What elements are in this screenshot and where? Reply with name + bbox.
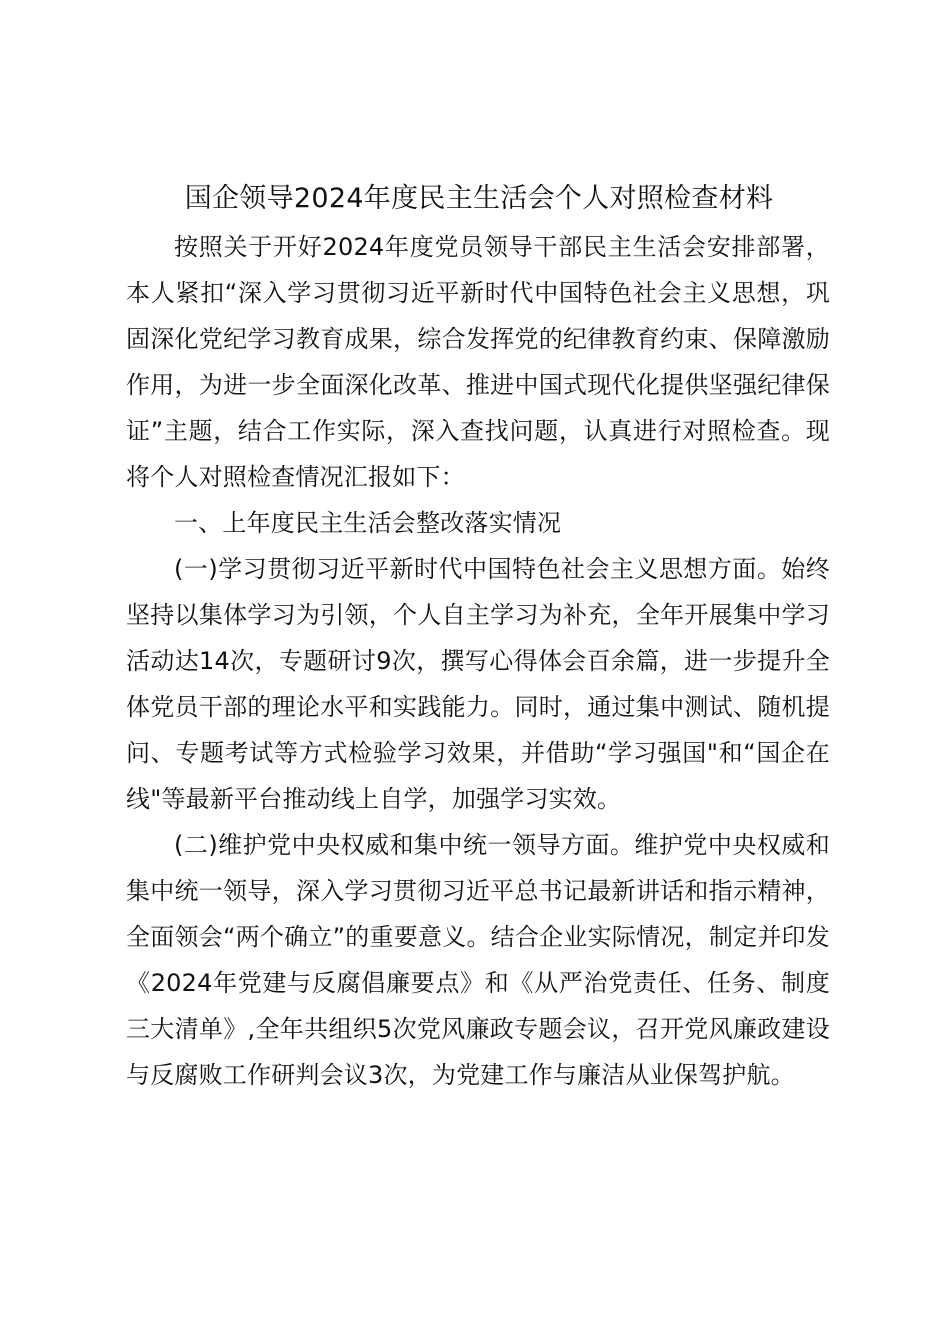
- document-title: 国企领导2024年度民主生活会个人对照检查材料: [184, 183, 774, 214]
- study-section-paragraph: (一)学习贯彻习近平新时代中国特色社会主义思想方面。始终坚持以集体学习为引领，个人自主学习为补充，全年开展集中学习活动达14次，专题研讨9次，撰写心得体会百余篇，进一步提升全体党员干部的理论水平和实践能力。同时，通过集中测试、随机提问、专题考试等方式检验学习效果，并借助“学习强国"和“国企在线"等最新平台推动线上自学，加强学习实效。: [126, 555, 830, 813]
- intro-paragraph: 按照关于开好2024年度党员领导干部民主生活会安排部署，本人紧扣“深入学习贯彻习近平新时代中国特色社会主义思想，巩固深化党纪学习教育成果，综合发挥党的纪律教育约束、保障激励作用，为进一步全面深化改革、推进中国式现代化提供坚强纪律保证”主题，结合工作实际，深入查找问题，认真进行对照检查。现将个人对照检查情况汇报如下：: [126, 233, 830, 491]
- leadership-section-paragraph: (二)维护党中央权威和集中统一领导方面。维护党中央权威和集中统一领导，深入学习贯彻习近平总书记最新讲话和指示精神，全面领会“两个确立”的重要意义。结合企业实际情况，制定并印发《2024年党建与反腐倡廉要点》和《从严治党责任、任务、制度三大清单》,全年共组织5次党风廉政专题会议，召开党风廉政建设与反腐败工作研判会议3次，为党建工作与廉洁从业保驾护航。: [126, 831, 830, 1089]
- document-body: [126, 224, 830, 1098]
- section-heading: 一、上年度民主生活会整改落实情况: [174, 509, 562, 537]
